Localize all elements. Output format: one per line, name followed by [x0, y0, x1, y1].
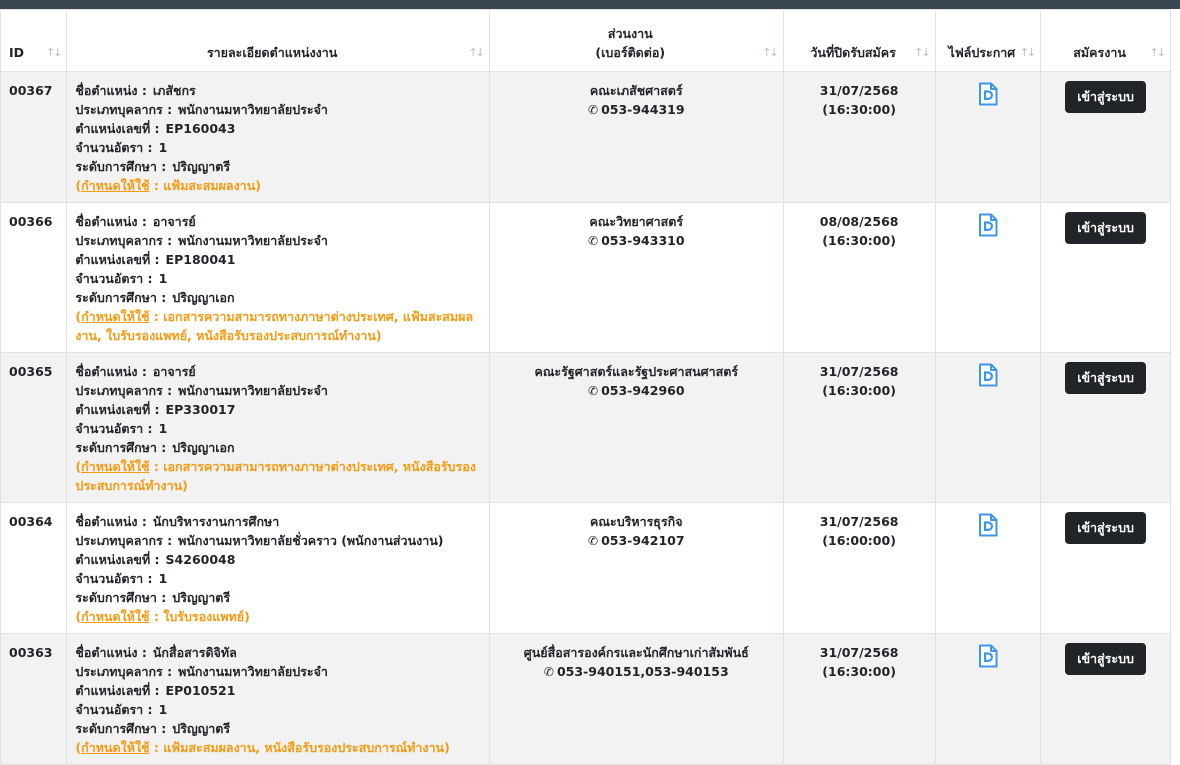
staff-type-label: ประเภทบุคลากร :: [75, 233, 173, 248]
position-no-value: EP010521: [165, 683, 236, 698]
count-label: จำนวนอัตรา :: [75, 702, 153, 717]
staff-type-label: ประเภทบุคลากร :: [75, 383, 173, 398]
row-id: [1, 72, 67, 203]
row-file: [935, 203, 1041, 353]
position-no-value: EP160043: [165, 121, 236, 136]
deadline-date: 31/07/2568: [819, 364, 899, 379]
detail-position: [75, 512, 481, 531]
count-label: จำนวนอัตรา :: [75, 271, 153, 286]
phone-value: 053-943310: [601, 233, 685, 248]
phone-icon: ✆: [543, 665, 554, 679]
position-no-label: ตำแหน่งเลขที่ :: [75, 121, 160, 136]
position-no-label: ตำแหน่งเลขที่ :: [75, 402, 160, 417]
header-detail[interactable]: [67, 10, 490, 72]
detail-education: [75, 157, 481, 176]
row-id-value: 00367: [9, 83, 53, 98]
detail-required-docs: [75, 176, 481, 195]
unit-name: คณะวิทยาศาสตร์: [589, 214, 684, 229]
count-value: 1: [158, 140, 168, 155]
row-unit: [489, 353, 783, 503]
detail-position-no: [75, 250, 481, 269]
row-deadline: [783, 503, 935, 634]
unit-phone: [498, 231, 775, 251]
required-docs-link[interactable]: กำหนดให้ใช้: [81, 609, 150, 624]
row-file: [935, 634, 1041, 765]
pdf-file-icon[interactable]: [978, 513, 998, 542]
required-docs-value: แฟ้มสะสมผลงาน, หนังสือรับรองประสบการณ์ทำงาน): [163, 740, 450, 755]
sort-icon[interactable]: ↑↓: [45, 46, 61, 59]
row-unit: [489, 634, 783, 765]
position-label: ชื่อตำแหน่ง :: [75, 645, 147, 660]
detail-position-no: [75, 119, 481, 138]
pdf-file-icon[interactable]: [978, 363, 998, 392]
header-unit-sublabel: (เบอร์ติดต่อ): [595, 45, 666, 60]
education-value: ปริญญาตรี: [172, 159, 231, 174]
required-docs-link[interactable]: กำหนดให้ใช้: [81, 740, 150, 755]
position-label: ชื่อตำแหน่ง :: [75, 514, 147, 529]
required-docs-link[interactable]: กำหนดให้ใช้: [81, 459, 150, 474]
education-label: ระดับการศึกษา :: [75, 290, 167, 305]
staff-type-value: พนักงานมหาวิทยาลัยประจำ: [178, 664, 328, 679]
position-value: เภสัชกร: [152, 83, 196, 98]
header-deadline[interactable]: [783, 10, 935, 72]
deadline-time: (16:00:00): [822, 533, 896, 548]
phone-value: 053-944319: [601, 102, 685, 117]
note-open-paren: (: [75, 459, 82, 474]
top-bar: [0, 0, 1180, 9]
phone-value: 053-942960: [601, 383, 685, 398]
header-file[interactable]: [935, 10, 1041, 72]
staff-type-label: ประเภทบุคลากร :: [75, 102, 173, 117]
staff-type-value: พนักงานมหาวิทยาลัยประจำ: [178, 383, 328, 398]
row-detail: [67, 503, 490, 634]
detail-count: [75, 269, 481, 288]
row-file: [935, 72, 1041, 203]
row-id-value: 00366: [9, 214, 53, 229]
row-id: [1, 503, 67, 634]
deadline-time: (16:30:00): [822, 664, 896, 679]
table-row: [1, 72, 1171, 203]
note-separator: :: [149, 459, 164, 474]
sort-icon[interactable]: ↑↓: [762, 46, 777, 59]
header-apply[interactable]: [1041, 10, 1171, 72]
deadline-date: 31/07/2568: [819, 645, 899, 660]
count-value: 1: [158, 271, 168, 286]
pdf-file-icon[interactable]: [978, 644, 998, 673]
note-separator: :: [149, 740, 164, 755]
apply-login-button[interactable]: เข้าสู่ระบบ: [1065, 212, 1146, 244]
detail-position: [75, 212, 481, 231]
header-id[interactable]: [1, 10, 67, 72]
detail-count: [75, 419, 481, 438]
row-detail: [67, 72, 490, 203]
position-no-label: ตำแหน่งเลขที่ :: [75, 552, 160, 567]
sort-icon[interactable]: ↑↓: [914, 46, 929, 59]
unit-phone: [498, 100, 775, 120]
row-id-value: 00365: [9, 364, 53, 379]
detail-required-docs: [75, 307, 481, 345]
staff-type-value: พนักงานมหาวิทยาลัยชั่วคราว (พนักงานส่วนงาน): [178, 533, 444, 548]
deadline-date: 08/08/2568: [819, 214, 899, 229]
row-apply: [1041, 203, 1171, 353]
apply-login-button[interactable]: เข้าสู่ระบบ: [1065, 643, 1146, 675]
unit-name: คณะเภสัชศาสตร์: [589, 83, 683, 98]
deadline-time: (16:30:00): [822, 383, 896, 398]
unit-name: คณะบริหารธุรกิจ: [590, 514, 683, 529]
row-detail: [67, 634, 490, 765]
table-row: [1, 353, 1171, 503]
phone-icon: ✆: [588, 384, 599, 398]
pdf-file-icon[interactable]: [978, 82, 998, 111]
unit-name: คณะรัฐศาสตร์และรัฐประศาสนศาสตร์: [534, 364, 739, 379]
detail-required-docs: [75, 607, 481, 626]
staff-type-label: ประเภทบุคลากร :: [75, 533, 173, 548]
apply-login-button[interactable]: เข้าสู่ระบบ: [1065, 81, 1146, 113]
pdf-file-icon[interactable]: [978, 213, 998, 242]
apply-login-button[interactable]: เข้าสู่ระบบ: [1065, 362, 1146, 394]
note-open-paren: (: [75, 178, 82, 193]
position-no-label: ตำแหน่งเลขที่ :: [75, 252, 160, 267]
note-separator: :: [149, 609, 164, 624]
detail-staff-type: [75, 231, 481, 250]
sort-icon[interactable]: ↑↓: [468, 46, 483, 59]
row-id: [1, 634, 67, 765]
note-separator: :: [149, 178, 164, 193]
deadline-date: 31/07/2568: [819, 514, 899, 529]
education-label: ระดับการศึกษา :: [75, 440, 167, 455]
detail-position: [75, 362, 481, 381]
sort-icon[interactable]: ↑↓: [1149, 46, 1164, 59]
detail-position-no: [75, 681, 481, 700]
required-docs-value: ใบรับรองแพทย์): [163, 609, 250, 624]
detail-position-no: [75, 550, 481, 569]
position-value: อาจารย์: [152, 364, 196, 379]
detail-count: [75, 569, 481, 588]
detail-count: [75, 138, 481, 157]
count-value: 1: [158, 571, 168, 586]
deadline-date: 31/07/2568: [819, 83, 899, 98]
count-label: จำนวนอัตรา :: [75, 571, 153, 586]
required-docs-value: เอกสารความสามารถทางภาษาต่างประเทศ, แฟ้มสะสมผลงาน, ใบรับรองแพทย์, หนังสือรับรองประสบการณ์ทำงาน): [75, 309, 474, 343]
deadline-time: (16:30:00): [822, 233, 896, 248]
row-id-value: 00364: [9, 514, 53, 529]
detail-education: [75, 719, 481, 738]
detail-count: [75, 700, 481, 719]
education-value: ปริญญาตรี: [172, 721, 231, 736]
detail-position-no: [75, 400, 481, 419]
row-deadline: [783, 72, 935, 203]
table-row: [1, 634, 1171, 765]
header-id-label: ID: [9, 45, 25, 60]
required-docs-value: แฟ้มสะสมผลงาน): [163, 178, 261, 193]
table-row: [1, 203, 1171, 353]
count-value: 1: [158, 421, 168, 436]
required-docs-link[interactable]: กำหนดให้ใช้: [81, 309, 150, 324]
note-separator: :: [149, 309, 164, 324]
job-table: [0, 9, 1171, 765]
education-label: ระดับการศึกษา :: [75, 159, 167, 174]
header-detail-label: รายละเอียดตำแหน่งงาน: [206, 45, 338, 60]
table-header-row: [1, 10, 1171, 72]
detail-staff-type: [75, 662, 481, 681]
phone-value: 053-940151,053-940153: [556, 664, 729, 679]
phone-value: 053-942107: [601, 533, 685, 548]
count-label: จำนวนอัตรา :: [75, 140, 153, 155]
position-value: นักบริหารงานการศึกษา: [152, 514, 280, 529]
row-apply: [1041, 72, 1171, 203]
phone-icon: ✆: [588, 234, 599, 248]
position-label: ชื่อตำแหน่ง :: [75, 364, 147, 379]
count-value: 1: [158, 702, 168, 717]
sort-icon[interactable]: ↑↓: [1019, 46, 1035, 59]
position-label: ชื่อตำแหน่ง :: [75, 83, 147, 98]
unit-phone: [498, 381, 775, 401]
detail-staff-type: [75, 381, 481, 400]
education-label: ระดับการศึกษา :: [75, 590, 167, 605]
row-id: [1, 353, 67, 503]
row-deadline: [783, 353, 935, 503]
position-no-label: ตำแหน่งเลขที่ :: [75, 683, 160, 698]
position-value: นักสื่อสารดิจิทัล: [152, 645, 237, 660]
row-deadline: [783, 203, 935, 353]
row-file: [935, 503, 1041, 634]
unit-name: ศูนย์สื่อสารองค์กรและนักศึกษาเก่าสัมพันธ์: [523, 645, 749, 660]
unit-phone: [498, 531, 775, 551]
position-no-value: S4260048: [165, 552, 236, 567]
education-value: ปริญญาตรี: [172, 590, 231, 605]
row-unit: [489, 503, 783, 634]
note-open-paren: (: [75, 309, 82, 324]
position-no-value: EP180041: [165, 252, 236, 267]
position-label: ชื่อตำแหน่ง :: [75, 214, 147, 229]
row-detail: [67, 353, 490, 503]
table-row: [1, 503, 1171, 634]
detail-education: [75, 288, 481, 307]
row-unit: [489, 72, 783, 203]
detail-position: [75, 643, 481, 662]
row-unit: [489, 203, 783, 353]
detail-education: [75, 438, 481, 457]
header-deadline-label: วันที่ปิดรับสมัคร: [810, 45, 896, 60]
deadline-time: (16:30:00): [822, 102, 896, 117]
detail-staff-type: [75, 531, 481, 550]
header-file-label: ไฟล์ประกาศ: [948, 45, 1016, 60]
position-no-value: EP330017: [165, 402, 236, 417]
unit-phone: [498, 662, 775, 682]
required-docs-value: เอกสารความสามารถทางภาษาต่างประเทศ, หนังสือรับรองประสบการณ์ทำงาน): [75, 459, 476, 493]
header-unit-label: ส่วนงาน: [607, 26, 653, 41]
staff-type-label: ประเภทบุคลากร :: [75, 664, 173, 679]
phone-icon: ✆: [588, 103, 599, 117]
note-open-paren: (: [75, 740, 82, 755]
row-deadline: [783, 634, 935, 765]
education-label: ระดับการศึกษา :: [75, 721, 167, 736]
row-apply: [1041, 634, 1171, 765]
phone-icon: ✆: [588, 534, 599, 548]
header-unit[interactable]: [489, 10, 783, 72]
position-value: อาจารย์: [152, 214, 196, 229]
staff-type-value: พนักงานมหาวิทยาลัยประจำ: [178, 102, 328, 117]
row-id: [1, 203, 67, 353]
detail-required-docs: [75, 457, 481, 495]
education-value: ปริญญาเอก: [172, 440, 235, 455]
education-value: ปริญญาเอก: [172, 290, 235, 305]
apply-login-button[interactable]: เข้าสู่ระบบ: [1065, 512, 1146, 544]
header-apply-label: สมัครงาน: [1073, 45, 1126, 60]
count-label: จำนวนอัตรา :: [75, 421, 153, 436]
row-id-value: 00363: [9, 645, 53, 660]
staff-type-value: พนักงานมหาวิทยาลัยประจำ: [178, 233, 328, 248]
table-body: [1, 72, 1171, 765]
detail-staff-type: [75, 100, 481, 119]
detail-position: [75, 81, 481, 100]
row-apply: [1041, 503, 1171, 634]
row-apply: [1041, 353, 1171, 503]
detail-education: [75, 588, 481, 607]
required-docs-link[interactable]: กำหนดให้ใช้: [81, 178, 150, 193]
row-detail: [67, 203, 490, 353]
note-open-paren: (: [75, 609, 82, 624]
row-file: [935, 353, 1041, 503]
